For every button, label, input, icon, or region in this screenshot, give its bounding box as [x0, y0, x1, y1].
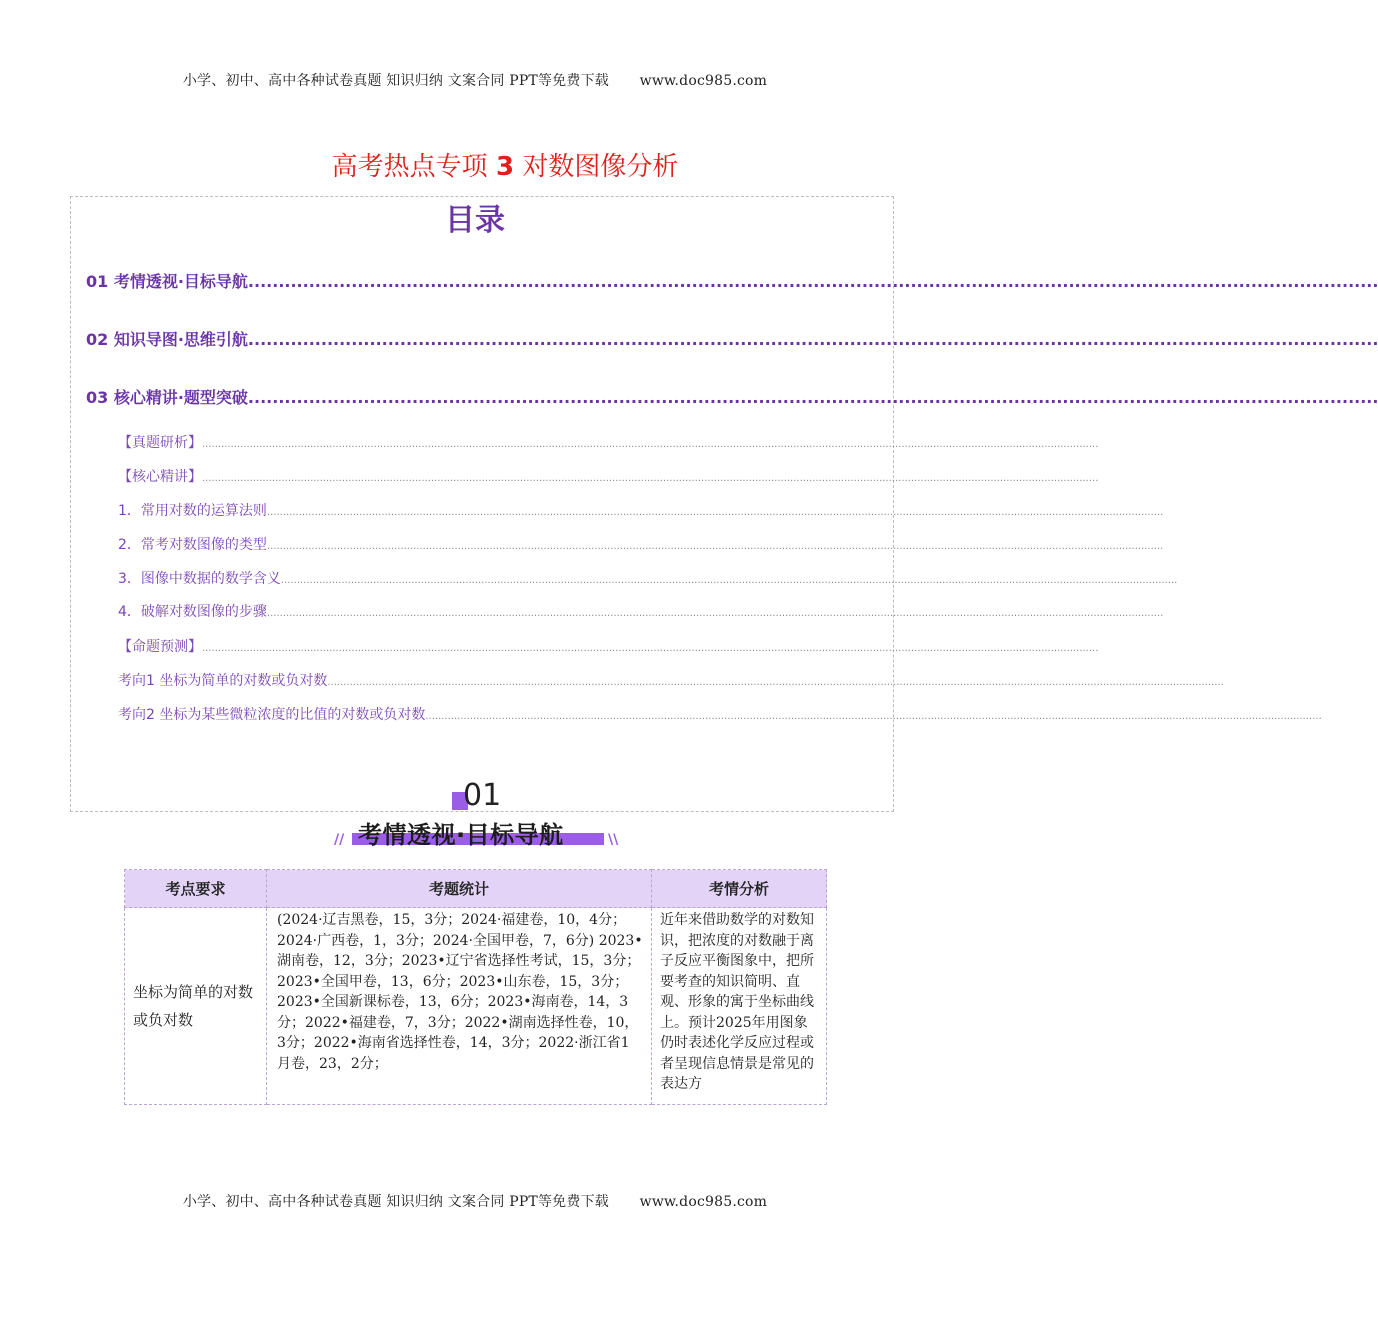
title-part2: 对数图像分析: [522, 152, 679, 182]
page-footer: [0, 1191, 950, 1211]
table-header-cell: 考点要求: [125, 870, 267, 908]
toc-leader: ..........................................................................................................................................................................................................................................................................................: [327, 677, 1224, 688]
exam-analysis-text: 近年来借助数学的对数知识，把浓度的对数融于离子反应平衡图象中，把所要考查的知识简明、直观、形象的寓于坐标曲线上。预计2025年用图象仍时表述化学反应过程或者呈现信息情景是常见的表达方: [660, 912, 814, 1092]
toc-main-label: 02 知识导图·思维引航: [86, 330, 248, 349]
exam-stats-table: [124, 869, 827, 1105]
toc-leader: ..........................................................................................................................................................................................................................................................................................: [266, 608, 1164, 619]
toc-sub-label: 【核心精讲】: [118, 469, 202, 485]
exam-stats-cell: [267, 908, 652, 1105]
toc-leader: ..........................................................................................................................................................................................................................................................................................: [202, 439, 1099, 450]
toc-sub-item[interactable]: [118, 601, 1164, 621]
toc-leader: ..........................................................................................................................................................................................................................................................................................: [266, 541, 1164, 552]
exam-analysis-cell: [652, 908, 827, 1105]
toc-sub-item[interactable]: [118, 466, 1099, 486]
toc-sub-label: 2．常考对数图像的类型: [118, 537, 267, 553]
document-title: [0, 146, 1010, 183]
header-site[interactable]: www.doc985.com: [639, 73, 768, 89]
toc-main-label: 03 核心精讲·题型突破: [86, 388, 248, 407]
toc-sub-label: 【命题预测】: [118, 639, 202, 655]
toc-sub-label: 3．图像中数据的数学含义: [118, 571, 281, 587]
header-text: 小学、初中、高中各种试卷真题 知识归纳 文案合同 PPT等免费下载: [182, 73, 609, 89]
toc-leader: ..........................................................................................................................................................................................: [247, 272, 1378, 291]
toc-sub-label: 【真题研析】: [118, 435, 202, 451]
section-deco-left: //: [334, 832, 345, 848]
toc-sub-item[interactable]: [118, 568, 1178, 588]
toc-leader: ..........................................................................................................................................................................................: [247, 330, 1378, 349]
exam-point-cell: 坐标为简单的对数或负对数: [125, 908, 267, 1105]
footer-text: 小学、初中、高中各种试卷真题 知识归纳 文案合同 PPT等免费下载: [182, 1194, 609, 1210]
section-title: 考情透视·目标导航: [358, 821, 564, 849]
toc-sub-item[interactable]: [118, 670, 1224, 690]
toc-sub-label: 4．破解对数图像的步骤: [118, 604, 267, 620]
toc-leader: ..........................................................................................................................................................................................................................................................................................: [266, 507, 1164, 518]
toc-sub-label: 1．常用对数的运算法则: [118, 503, 267, 519]
table-header-row: [125, 870, 827, 908]
toc-sub-item[interactable]: [118, 704, 1322, 724]
table-row: [125, 908, 827, 1105]
toc-main-item[interactable]: [86, 385, 1378, 408]
toc-heading: 目录: [445, 203, 505, 238]
table-header-cell: 考情分析: [652, 870, 827, 908]
toc-sub-item[interactable]: [118, 534, 1164, 554]
footer-site[interactable]: www.doc985.com: [639, 1194, 768, 1210]
toc-sub-label: 考向2 坐标为某些微粒浓度的比值的对数或负对数: [118, 707, 426, 723]
toc-sub-label: 考向1 坐标为简单的对数或负对数: [118, 673, 328, 689]
exam-stats-text: (2024·辽吉黑卷，15，3分；2024·福建卷，10，4分；2024·广西卷，1，3分；2024·全国甲卷，7，6分) 2023•湖南卷，12，3分；2023•辽宁省选择性考试，15，3分；2023•全国甲卷，13，6分；2023•山东卷，15，3分；2023•全国新课标卷，13，6分；2023•海南卷，14，3分；2022•福建卷，7，3分；2022•湖南选择性卷，10，3分；2022•海南省选择性卷，14，3分；2022·浙江省1月卷，23，2分；: [277, 912, 643, 1072]
section-number: 01: [463, 778, 502, 813]
toc-main-item[interactable]: [86, 269, 1378, 292]
toc-main-item[interactable]: [86, 327, 1378, 350]
toc-sub-item[interactable]: [118, 500, 1164, 520]
table-header-cell: 考题统计: [267, 870, 652, 908]
toc-leader: ..........................................................................................................................................................................................: [247, 388, 1378, 407]
toc-sub-item[interactable]: [118, 432, 1099, 452]
toc-main-label: 01 考情透视·目标导航: [86, 272, 248, 291]
toc-leader: ..........................................................................................................................................................................................................................................................................................: [280, 575, 1178, 586]
section-deco-right: \\: [608, 832, 619, 848]
toc-leader: ..........................................................................................................................................................................................................................................................................................: [202, 473, 1099, 484]
title-part1: 高考热点专项: [331, 152, 488, 182]
toc-sub-item[interactable]: [118, 636, 1099, 656]
page-header: [0, 70, 950, 90]
title-number: 3: [495, 152, 515, 182]
toc-leader: ..........................................................................................................................................................................................................................................................................................: [425, 711, 1322, 722]
toc-leader: ..........................................................................................................................................................................................................................................................................................: [202, 643, 1099, 654]
